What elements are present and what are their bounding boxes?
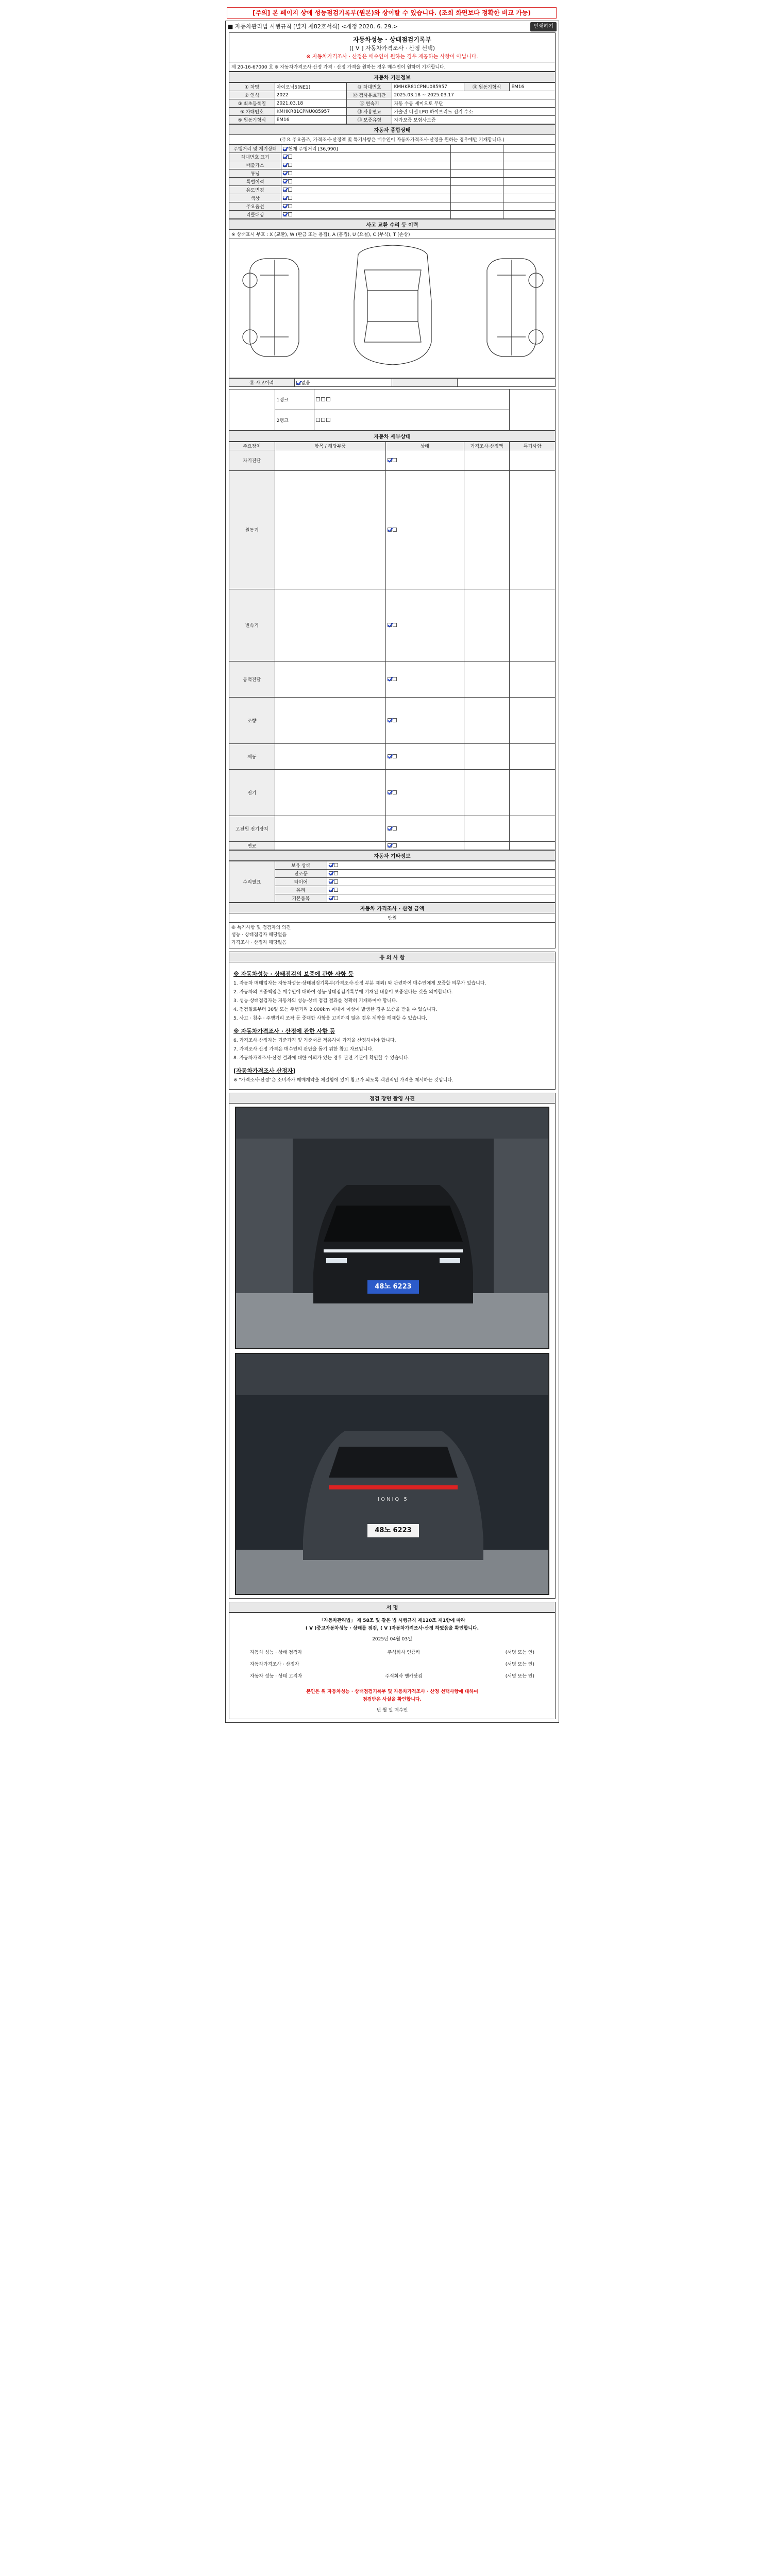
table-cell bbox=[385, 662, 464, 698]
table-row bbox=[229, 170, 556, 178]
table-cell: 조향 bbox=[229, 698, 275, 744]
special-remarks bbox=[229, 923, 556, 948]
table-row bbox=[229, 662, 556, 698]
checkbox bbox=[388, 754, 392, 758]
table-cell: 2랭크 bbox=[275, 410, 314, 431]
table-cell bbox=[464, 471, 510, 589]
table-cell bbox=[503, 194, 555, 202]
table-cell: 주요옵션 bbox=[229, 202, 281, 211]
detail-table bbox=[229, 442, 556, 850]
table-cell: 보유 상태 bbox=[275, 861, 327, 870]
checkbox bbox=[334, 888, 338, 892]
table-cell: ④ 차대번호 bbox=[229, 108, 275, 116]
footer-text: 본인은 위 자동차성능 · 상태점검기록부 및 자동차가격조사 · 산정 선택사항에 대하여 bbox=[306, 1689, 478, 1694]
checkbox bbox=[288, 188, 292, 192]
checkbox bbox=[288, 204, 292, 208]
table-row bbox=[229, 886, 556, 894]
accident-table bbox=[229, 378, 556, 387]
status-table bbox=[229, 144, 556, 219]
table-cell bbox=[385, 698, 464, 744]
special-line2: 성능 · 상태점검자 해당없음 bbox=[231, 933, 287, 938]
license-plate-front: 48노 6223 bbox=[375, 1282, 412, 1291]
diagram-legend: ※ 상태표시 부호 : X (교환), W (판금 또는 용접), A (흠집), U (요철), C (부식), T (손상) bbox=[229, 230, 556, 239]
table-cell bbox=[385, 589, 464, 662]
inspection-document bbox=[225, 21, 559, 1723]
detail-section-title: 자동차 세부상태 bbox=[229, 431, 556, 442]
table-cell: EM16 bbox=[510, 83, 556, 91]
checkbox bbox=[283, 163, 287, 167]
table-cell: ① 차명 bbox=[229, 83, 275, 91]
table-cell bbox=[275, 589, 385, 662]
notices-section-title: 유 의 사 항 bbox=[229, 952, 556, 962]
checkbox bbox=[388, 458, 392, 462]
checkbox bbox=[283, 196, 287, 200]
table-cell bbox=[510, 450, 556, 471]
special-line3: 가격조사 · 산정자 해당없음 bbox=[231, 940, 287, 945]
rear-photo bbox=[235, 1353, 549, 1595]
checkbox bbox=[288, 155, 292, 159]
checkbox bbox=[316, 397, 320, 401]
table-row bbox=[229, 161, 556, 170]
notice-paragraph: ※ "가격조사·산정"은 소비자가 매매계약을 체결함에 있어 참고가 되도록 객관적인 가격을 제시하는 것입니다. bbox=[233, 1077, 453, 1083]
checkbox bbox=[283, 188, 287, 192]
table-cell: 제동 bbox=[229, 744, 275, 770]
table-cell bbox=[503, 178, 555, 186]
table-cell: KMHKR81CPNU085957 bbox=[275, 108, 346, 116]
table-cell: 튜닝 bbox=[229, 170, 281, 178]
table-cell: 가격조사·산정액 bbox=[464, 442, 510, 450]
checkbox bbox=[329, 879, 333, 884]
checkbox bbox=[283, 155, 287, 159]
doc-header bbox=[226, 21, 559, 32]
table-cell: 리콜대상 bbox=[229, 211, 281, 219]
photos-section-title: 점검 장면 촬영 사진 bbox=[229, 1093, 556, 1104]
doc-title-box bbox=[229, 32, 556, 62]
checkbox bbox=[393, 754, 397, 758]
table-row bbox=[229, 186, 556, 194]
table-cell: ⑪ 원동기형식 bbox=[464, 83, 510, 91]
table-cell bbox=[281, 153, 451, 161]
table-cell bbox=[503, 186, 555, 194]
checkbox bbox=[393, 677, 397, 681]
table-cell: 타이어 bbox=[275, 878, 327, 886]
checkbox bbox=[393, 528, 397, 532]
checkbox bbox=[288, 163, 292, 167]
table-cell bbox=[327, 870, 555, 878]
table-cell bbox=[281, 170, 451, 178]
table-cell bbox=[281, 161, 451, 170]
table-row bbox=[229, 389, 556, 410]
table-cell: 2025.03.18 ~ 2025.03.17 bbox=[392, 91, 556, 99]
checkbox bbox=[329, 888, 333, 892]
doc-warning: ※ 자동차가격조사 · 산정은 매수인이 원하는 경우 제공하는 사항이 아닙니다. bbox=[306, 54, 478, 60]
table-cell bbox=[451, 186, 503, 194]
checkbox bbox=[329, 863, 333, 867]
table-cell: 자가보증 보험사보증 bbox=[392, 116, 556, 124]
table-cell bbox=[503, 153, 555, 161]
table-cell bbox=[385, 770, 464, 816]
notice-heading: [자동차가격조사 산정자] bbox=[233, 1067, 296, 1074]
table-cell bbox=[451, 161, 503, 170]
table-cell bbox=[281, 202, 451, 211]
table-cell bbox=[314, 389, 510, 410]
table-cell bbox=[281, 194, 451, 202]
checkbox bbox=[334, 863, 338, 867]
table-cell bbox=[275, 471, 385, 589]
table-cell bbox=[281, 178, 451, 186]
table-cell: 2021.03.18 bbox=[275, 99, 346, 108]
table-cell bbox=[464, 698, 510, 744]
table-cell bbox=[451, 145, 503, 153]
table-cell: 고전원 전기장치 bbox=[229, 816, 275, 842]
basic-info-table bbox=[229, 82, 556, 124]
table-cell: 연료 bbox=[229, 842, 275, 850]
table-cell bbox=[510, 816, 556, 842]
photos-container bbox=[229, 1104, 556, 1599]
table-cell bbox=[503, 145, 555, 153]
checkbox bbox=[388, 677, 392, 681]
table-row bbox=[229, 471, 556, 589]
table-row bbox=[229, 379, 556, 387]
table-cell bbox=[275, 816, 385, 842]
checkbox bbox=[334, 896, 338, 900]
checkbox bbox=[393, 843, 397, 848]
checkbox bbox=[329, 896, 333, 900]
accident-value: 없음 bbox=[301, 381, 310, 386]
table-cell bbox=[275, 842, 385, 850]
table-row bbox=[229, 442, 556, 450]
table-cell bbox=[275, 662, 385, 698]
table-row bbox=[229, 194, 556, 202]
table-cell bbox=[385, 744, 464, 770]
print-button[interactable]: 인쇄하기 bbox=[530, 22, 557, 31]
table-cell: ⑮ 보증유형 bbox=[346, 116, 392, 124]
checkbox bbox=[393, 718, 397, 722]
table-cell: 변속기 bbox=[229, 589, 275, 662]
price-section-title: 자동차 가격조사 · 산정 금액 bbox=[229, 903, 556, 913]
table-cell: 전기 bbox=[229, 770, 275, 816]
table-cell: KMHKR81CPNU085957 bbox=[392, 83, 464, 91]
table-cell: 1랭크 bbox=[275, 389, 314, 410]
table-cell: 원동기 bbox=[229, 471, 275, 589]
table-row bbox=[229, 842, 556, 850]
notice-paragraph: 2. 자동차의 보증책임은 매수인에 대하여 성능·상태점검기록부에 기재된 내용이 보증된다는 것을 의미합니다. bbox=[233, 990, 453, 995]
checkbox bbox=[296, 381, 300, 385]
checkbox bbox=[283, 147, 287, 151]
table-cell bbox=[464, 770, 510, 816]
table-row bbox=[229, 211, 556, 219]
brand-logo-text: IONIQ 5 bbox=[378, 1496, 409, 1502]
table-row bbox=[229, 178, 556, 186]
signature-block bbox=[229, 1613, 556, 1720]
table-cell: ⑩ 차대번호 bbox=[346, 83, 392, 91]
checkbox bbox=[288, 212, 292, 216]
table-cell: 색상 bbox=[229, 194, 281, 202]
sign-label: (서명 또는 인) bbox=[505, 1662, 534, 1667]
table-cell: 배출가스 bbox=[229, 161, 281, 170]
footer-date: 년 월 일 매수인 bbox=[376, 1708, 408, 1714]
table-cell bbox=[327, 894, 555, 903]
table-row bbox=[229, 878, 556, 886]
notice-paragraph: 6. 가격조사·산정자는 기준가격 및 기준서를 적용하여 가격을 산정하여야 합니다. bbox=[233, 1038, 396, 1043]
table-row bbox=[229, 145, 556, 153]
notices-body bbox=[229, 962, 556, 1090]
table-cell: 아이오닉5(NE1) bbox=[275, 83, 346, 91]
status-subtitle: (주요 주요골조, 가격조사·산정액 및 특기사항은 매수인이 자동차가격조사·산정을 원하는 경우에만 기재합니다.) bbox=[229, 135, 556, 144]
table-cell bbox=[464, 589, 510, 662]
special-line1: ⑥ 특기사항 및 점검자의 의견 bbox=[231, 925, 291, 930]
car-rear-photo-icon bbox=[236, 1354, 549, 1595]
table-cell bbox=[392, 379, 458, 387]
table-cell: 차대번호 표기 bbox=[229, 153, 281, 161]
table-cell bbox=[385, 471, 464, 589]
table-cell bbox=[327, 878, 555, 886]
table-cell: ② 연식 bbox=[229, 91, 275, 99]
signature-text: 「자동차관리법」 제 58조 및 같은 법 시행규칙 제120조 제1항에 따라 bbox=[319, 1618, 465, 1623]
table-cell: ⑤ 원동기형식 bbox=[229, 116, 275, 124]
table-cell bbox=[451, 202, 503, 211]
signature-date: 2025년 04월 03일 bbox=[372, 1637, 412, 1642]
table-row bbox=[229, 816, 556, 842]
accessories-section-title: 자동차 기타정보 bbox=[229, 850, 556, 861]
table-row bbox=[229, 894, 556, 903]
meta-line: 제 20-16-67000 호 ※ 자동차가격조사·산정 가격 · 산정 가격을 원하는 경우 매수인이 원하여 기재합니다. bbox=[229, 62, 556, 72]
table-row bbox=[229, 589, 556, 662]
table-cell: 용도변경 bbox=[229, 186, 281, 194]
checkbox bbox=[288, 196, 292, 200]
checkbox bbox=[283, 212, 287, 216]
table-cell: 상태 bbox=[385, 442, 464, 450]
checkbox bbox=[288, 179, 292, 183]
table-cell: 주행거리 및 계기상태 bbox=[229, 145, 281, 153]
table-cell bbox=[275, 450, 385, 471]
table-cell bbox=[275, 744, 385, 770]
diagram-section-title: 사고 교환 수리 등 이력 bbox=[229, 219, 556, 230]
checkbox bbox=[283, 204, 287, 208]
table-cell bbox=[510, 589, 556, 662]
notice-heading: ※ 자동차가격조사 · 산정에 관한 사항 등 bbox=[233, 1027, 335, 1035]
notice-paragraph: 8. 자동차가격조사·산정 결과에 대한 이의가 있는 경우 관련 기관에 확인할 수 있습니다. bbox=[233, 1055, 410, 1061]
table-cell bbox=[464, 816, 510, 842]
table-row bbox=[229, 410, 556, 431]
checkbox bbox=[393, 826, 397, 831]
table-cell bbox=[503, 211, 555, 219]
table-cell bbox=[281, 145, 451, 153]
checkbox bbox=[329, 871, 333, 875]
table-cell bbox=[294, 379, 392, 387]
table-cell bbox=[503, 202, 555, 211]
table-cell bbox=[464, 662, 510, 698]
checkbox bbox=[334, 871, 338, 875]
checkbox bbox=[388, 826, 392, 831]
table-cell bbox=[451, 178, 503, 186]
table-cell: ⑫ 검사유효기간 bbox=[346, 91, 392, 99]
table-cell bbox=[281, 186, 451, 194]
table-cell bbox=[327, 861, 555, 870]
checkbox bbox=[283, 179, 287, 183]
signer-role: 자동차 성능 · 상태 점검자 bbox=[250, 1650, 303, 1655]
table-cell bbox=[510, 471, 556, 589]
signer-role: 자동차가격조사 · 산정자 bbox=[250, 1662, 299, 1667]
table-cell bbox=[451, 170, 503, 178]
table-row bbox=[229, 91, 556, 99]
table-cell bbox=[503, 170, 555, 178]
table-cell: 특별이력 bbox=[229, 178, 281, 186]
table-cell: 항목 / 해당부품 bbox=[275, 442, 385, 450]
car-outline-icon bbox=[229, 239, 556, 377]
table-cell bbox=[275, 698, 385, 744]
table-row bbox=[229, 698, 556, 744]
table-cell: 가솔린 디젤 LPG 하이브리드 전기 수소 bbox=[392, 108, 556, 116]
table-cell: 동력전달 bbox=[229, 662, 275, 698]
table-cell bbox=[451, 153, 503, 161]
checkbox bbox=[321, 418, 325, 422]
table-cell bbox=[510, 662, 556, 698]
checkbox bbox=[388, 718, 392, 722]
table-row bbox=[229, 870, 556, 878]
table-row bbox=[229, 99, 556, 108]
signer-name: 주식회사 인증카 bbox=[387, 1650, 421, 1655]
table-cell bbox=[385, 842, 464, 850]
table-cell bbox=[385, 816, 464, 842]
doc-title: 자동차성능 · 상태점검기록부 bbox=[352, 36, 432, 43]
checkbox bbox=[388, 843, 392, 848]
table-cell bbox=[281, 211, 451, 219]
table-cell bbox=[510, 744, 556, 770]
table-cell bbox=[327, 886, 555, 894]
table-cell: 특기사항 bbox=[510, 442, 556, 450]
table-cell: ⑭ 사고이력 bbox=[229, 379, 295, 387]
signature-row bbox=[229, 1659, 555, 1671]
checkbox bbox=[388, 790, 392, 794]
checkbox bbox=[321, 397, 325, 401]
table-cell bbox=[275, 770, 385, 816]
checkbox bbox=[283, 171, 287, 175]
status-section-title: 자동차 종합상태 bbox=[229, 124, 556, 135]
signer-role: 자동차 성능 · 상태 고지자 bbox=[250, 1674, 303, 1680]
notice-paragraph: 4. 점검일로부터 30일 또는 주행거리 2,000km 이내에 이상이 발생한 경우 보증을 받을 수 있습니다. bbox=[233, 1007, 438, 1013]
table-cell: 자동 수동 세미오토 무단 bbox=[392, 99, 556, 108]
sign-label: (서명 또는 인) bbox=[505, 1650, 534, 1655]
table-cell bbox=[510, 698, 556, 744]
table-row bbox=[229, 744, 556, 770]
checkbox bbox=[334, 879, 338, 884]
table-cell bbox=[510, 842, 556, 850]
table-row bbox=[229, 861, 556, 870]
table-row bbox=[229, 108, 556, 116]
table-cell bbox=[464, 842, 510, 850]
table-cell bbox=[229, 389, 275, 431]
table-row bbox=[229, 116, 556, 124]
table-cell bbox=[503, 161, 555, 170]
table-cell bbox=[458, 379, 556, 387]
price-value: 만원 bbox=[229, 913, 556, 923]
table-row bbox=[229, 153, 556, 161]
table-cell: 2022 bbox=[275, 91, 346, 99]
table-row bbox=[229, 770, 556, 816]
top-notice: [주의] 본 페이지 상에 성능점검기록부(원본)와 상이할 수 있습니다. (조회 화면보다 정확한 비교 가능) bbox=[227, 7, 557, 19]
accessories-table bbox=[229, 861, 556, 903]
license-plate-rear: 48노 6223 bbox=[375, 1526, 412, 1534]
table-cell: 수리필요 bbox=[229, 861, 275, 903]
table-cell bbox=[464, 744, 510, 770]
checkbox bbox=[393, 790, 397, 794]
table-cell bbox=[510, 389, 556, 431]
signature-text: ( V )중고자동차성능 · 상태를 점검, ( V )자동차가격조사·산정 하였음을 확인합니다. bbox=[305, 1626, 479, 1632]
table-cell: EM16 bbox=[275, 116, 346, 124]
table-cell bbox=[451, 211, 503, 219]
notice-paragraph: 1. 자동차 매매업자는 자동차성능·상태점검기록부(가격조사·산정 부분 제외) 와 관련하여 매수인에게 보증할 의무가 있습니다. bbox=[233, 981, 486, 987]
table-cell: 주요장치 bbox=[229, 442, 275, 450]
checkbox bbox=[288, 171, 292, 175]
table-cell bbox=[385, 450, 464, 471]
checkbox bbox=[388, 528, 392, 532]
footer-text: 점검받은 사실을 확인합니다. bbox=[362, 1697, 422, 1702]
checkbox bbox=[393, 458, 397, 462]
table-cell bbox=[314, 410, 510, 431]
table-cell: 전조등 bbox=[275, 870, 327, 878]
table-cell: 자기진단 bbox=[229, 450, 275, 471]
notice-heading: ※ 자동차성능 · 상태점검의 보증에 관한 사항 등 bbox=[233, 971, 354, 978]
basic-section-title: 자동차 기본정보 bbox=[229, 72, 556, 82]
table-row bbox=[229, 450, 556, 471]
mileage-value: 현재 주행거리 [36,990] bbox=[288, 147, 338, 152]
car-front-photo-icon bbox=[236, 1108, 549, 1349]
sign-label: (서명 또는 인) bbox=[505, 1674, 534, 1680]
doc-subtitle: ([ V ] 자동차가격조사 · 산정 선택) bbox=[349, 45, 435, 52]
table-cell: 기본품목 bbox=[275, 894, 327, 903]
checkbox bbox=[316, 418, 320, 422]
checkbox bbox=[326, 418, 330, 422]
table-cell bbox=[510, 770, 556, 816]
table-row bbox=[229, 83, 556, 91]
table-cell: ⑬ 변속기 bbox=[346, 99, 392, 108]
checkbox bbox=[388, 623, 392, 627]
signature-row bbox=[229, 1647, 555, 1659]
parts-table bbox=[229, 389, 556, 431]
checkbox bbox=[393, 623, 397, 627]
table-cell: ⑭ 사용연료 bbox=[346, 108, 392, 116]
front-photo bbox=[235, 1107, 549, 1349]
signature-section-title: 서 명 bbox=[229, 1602, 556, 1613]
table-cell: 유리 bbox=[275, 886, 327, 894]
signer-name: 주식회사 엔카닷컴 bbox=[385, 1674, 423, 1680]
notice-paragraph: 7. 가격조사·산정 가격은 매수인의 판단을 돕기 위한 참고 자료입니다. bbox=[233, 1046, 374, 1052]
notice-paragraph: 3. 성능·상태점검자는 자동차의 성능·상태 점검 결과를 정확히 기재하여야 합니다. bbox=[233, 998, 398, 1004]
signature-row bbox=[229, 1671, 555, 1683]
form-reference: ■ 자동차관리법 시행규칙 [별지 제82호서식] <개정 2020. 6. 29.> bbox=[228, 23, 398, 30]
table-cell bbox=[464, 450, 510, 471]
checkbox bbox=[326, 397, 330, 401]
table-cell: ③ 최초등록일 bbox=[229, 99, 275, 108]
car-diagram bbox=[229, 239, 556, 378]
table-cell bbox=[451, 194, 503, 202]
table-row bbox=[229, 202, 556, 211]
notice-paragraph: 5. 사고 · 침수 · 주행거리 조작 등 중대한 사항을 고지하지 않은 경우 계약을 해제할 수 있습니다. bbox=[233, 1015, 427, 1021]
